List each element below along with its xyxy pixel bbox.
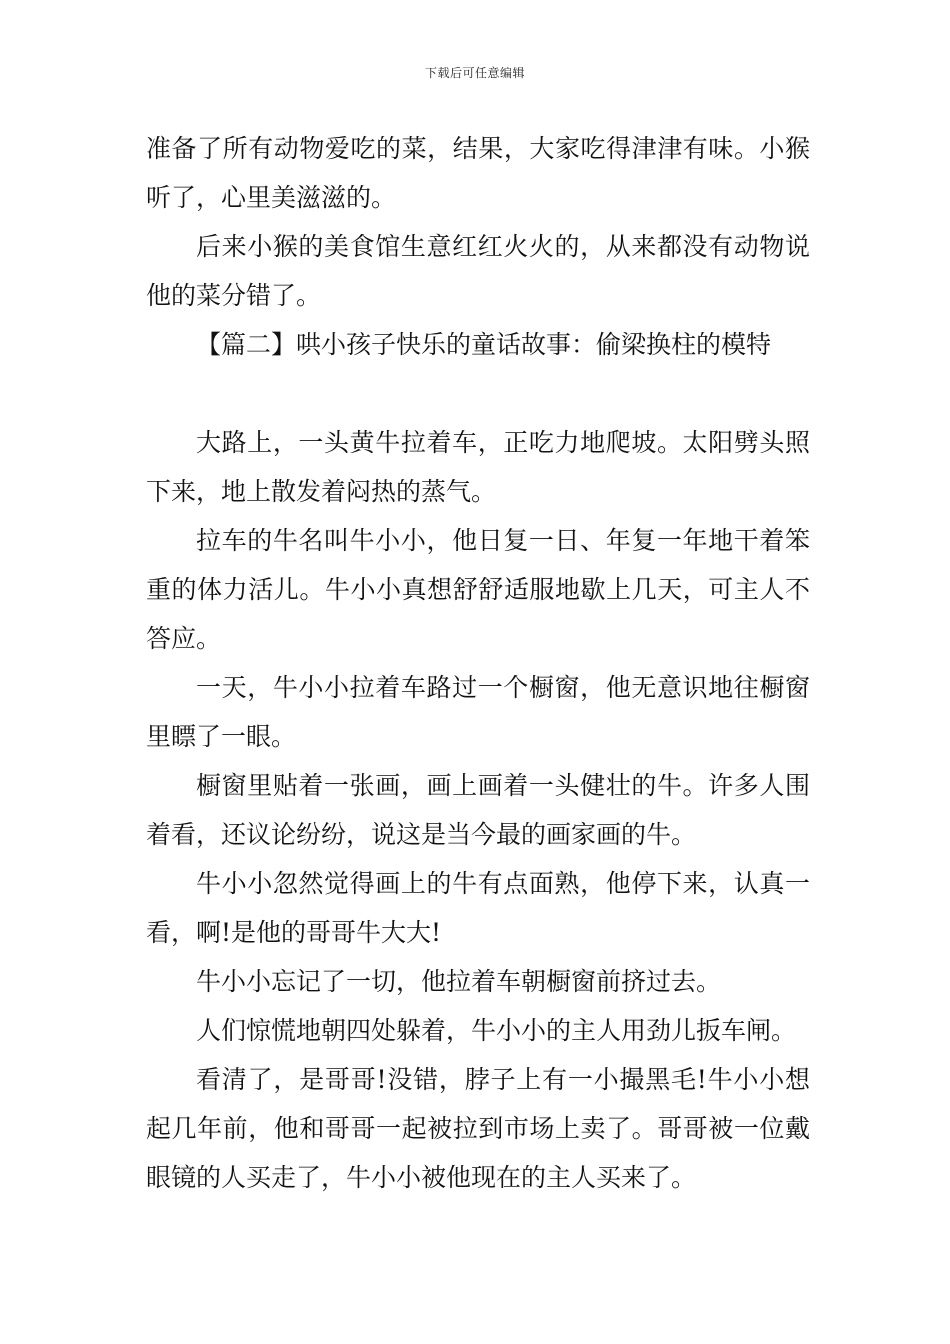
paragraph: 人们惊慌地朝四处躲着，牛小小的主人用劲儿扳车闸。: [196, 1016, 797, 1045]
document-body: [146, 124, 810, 1202]
section-heading: 【篇二】哄小孩子快乐的童话故事：偷梁换柱的模特: [196, 330, 772, 359]
paragraph: 牛小小忘记了一切，他拉着车朝橱窗前挤过去。: [196, 967, 722, 996]
paragraph: 看清了，是哥哥!没错，脖子上有一小撮黑毛!牛小小想起几年前，他和哥哥一起被拉到市场上卖了。哥哥被一位戴眼镜的人买走了，牛小小被他现在的主人买来了。: [146, 1065, 810, 1192]
paragraph: 拉车的牛名叫牛小小，他日复一日、年复一年地干着笨重的体力活儿。牛小小真想舒舒适服地歇上几天，可主人不答应。: [146, 526, 810, 653]
paragraph: 大路上，一头黄牛拉着车，正吃力地爬坡。太阳劈头照下来，地上散发着闷热的蒸气。: [146, 428, 810, 506]
paragraph: 后来小猴的美食馆生意红红火火的，从来都没有动物说他的菜分错了。: [146, 232, 810, 310]
paragraph: 一天，牛小小拉着车路过一个橱窗，他无意识地往橱窗里瞟了一眼。: [146, 673, 810, 751]
paragraph: 橱窗里贴着一张画，画上画着一头健壮的牛。许多人围着看，还议论纷纷，说这是当今最的画家画的牛。: [146, 771, 810, 849]
blank-line: [146, 369, 810, 418]
paragraph-continued: 准备了所有动物爱吃的菜，结果，大家吃得津津有味。小猴听了，心里美滋滋的。: [146, 134, 810, 212]
paragraph: 牛小小忽然觉得画上的牛有点面熟，他停下来，认真一看，啊!是他的哥哥牛大大!: [146, 869, 810, 947]
page-header-note: 下载后可任意编辑: [424, 66, 525, 80]
